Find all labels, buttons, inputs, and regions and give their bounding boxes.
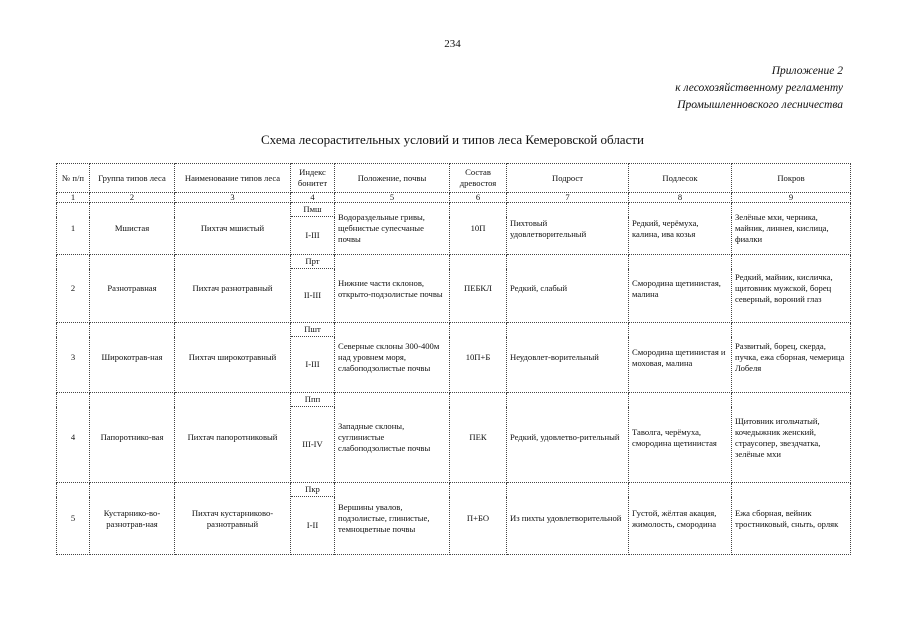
forest-type-name: Пихтач мшистый [175, 203, 291, 255]
header-cell: № п/п [57, 164, 90, 193]
page-number: 234 [444, 38, 461, 50]
header-cell: Подрост [507, 164, 629, 193]
stand-composition: ПЕК [450, 393, 507, 483]
ground-cover: Щитовник игольчатый, кочедыжник женский, страусопер, звездчатка, зелёные мхи [732, 393, 851, 483]
forest-type-name: Пихтач папоротниковый [175, 393, 291, 483]
bonitet-class: III-IV [291, 407, 335, 483]
row-number: 3 [57, 323, 90, 393]
type-index: Прт [291, 255, 335, 269]
type-index: Пшт [291, 323, 335, 337]
table-row [57, 483, 851, 497]
position-soil: Западные склоны, суглинистые слабоподзолистые почвы [335, 393, 450, 483]
table-row [57, 255, 851, 269]
shrub-layer: Густой, жёлтая акация, жимолость, смородина [629, 483, 732, 555]
appendix-line-1: Приложение 2 [771, 65, 843, 77]
forest-type-name: Пихтач кустарниково-разнотравный [175, 483, 291, 555]
header-cell: Наименование типов леса [175, 164, 291, 193]
forest-group: Разнотравная [90, 255, 175, 323]
column-number: 8 [629, 193, 732, 203]
stand-composition: ПЕБКЛ [450, 255, 507, 323]
header-cell: Подлесок [629, 164, 732, 193]
position-soil: Северные склоны 300-400м над уровнем моря, слабоподзолистые почвы [335, 323, 450, 393]
position-soil: Водораздельные гривы, щебнистые супесчаные почвы [335, 203, 450, 255]
column-number: 1 [57, 193, 90, 203]
forest-group: Кустарнико-во-разнотрав-ная [90, 483, 175, 555]
type-index: Ппп [291, 393, 335, 407]
forest-type-name: Пихтач широкотравный [175, 323, 291, 393]
appendix-line-3: Промышленновского лесничества [677, 99, 843, 111]
header-cell: Группа типов леса [90, 164, 175, 193]
stand-composition: 10П [450, 203, 507, 255]
row-number: 5 [57, 483, 90, 555]
header-cell: Покров [732, 164, 851, 193]
undergrowth: Редкий, слабый [507, 255, 629, 323]
bonitet-class: II-III [291, 269, 335, 323]
ground-cover: Ежа сборная, вейник тростниковый, сныть, орляк [732, 483, 851, 555]
ground-cover: Зелёные мхи, черника, майник, линнея, кислица, фиалки [732, 203, 851, 255]
undergrowth: Неудовлет-ворительный [507, 323, 629, 393]
bonitet-class: I-III [291, 217, 335, 255]
column-number: 5 [335, 193, 450, 203]
shrub-layer: Таволга, черёмуха, смородина щетинистая [629, 393, 732, 483]
header-cell: Индекс бонитет [291, 164, 335, 193]
row-number: 4 [57, 393, 90, 483]
forest-group: Широкотрав-ная [90, 323, 175, 393]
type-index: Пмш [291, 203, 335, 217]
header-cell: Положение, почвы [335, 164, 450, 193]
column-number: 2 [90, 193, 175, 203]
row-number: 2 [57, 255, 90, 323]
header-cell: Состав древостоя [450, 164, 507, 193]
forest-group: Папоротнико-вая [90, 393, 175, 483]
column-number: 3 [175, 193, 291, 203]
forest-group: Мшистая [90, 203, 175, 255]
ground-cover: Развитый, борец, скерда, пучка, ежа сборная, чемерица Лобеля [732, 323, 851, 393]
forest-type-name: Пихтач разнотравный [175, 255, 291, 323]
appendix-caption [675, 63, 843, 114]
position-soil: Вершины увалов, подзолистые, глинистые, темноцветные почвы [335, 483, 450, 555]
column-number: 4 [291, 193, 335, 203]
row-number: 1 [57, 203, 90, 255]
undergrowth: Редкий, удовлетво-рительный [507, 393, 629, 483]
appendix-line-2: к лесохозяйственному регламенту [675, 82, 843, 94]
stand-composition: 10П+Б [450, 323, 507, 393]
table-row [57, 393, 851, 407]
document-title: Схема лесорастительных условий и типов леса Кемеровской области [261, 132, 644, 147]
table-row [57, 203, 851, 217]
forest-types-table [56, 163, 851, 555]
table-row [57, 323, 851, 337]
shrub-layer: Редкий, черёмуха, калина, ива козья [629, 203, 732, 255]
undergrowth: Пихтовый удовлетворительный [507, 203, 629, 255]
shrub-layer: Смородина щетинистая, малина [629, 255, 732, 323]
position-soil: Нижние части склонов, открыто-подзолистые почвы [335, 255, 450, 323]
shrub-layer: Смородина щетинистая и моховая, малина [629, 323, 732, 393]
column-number: 7 [507, 193, 629, 203]
column-number-row [57, 193, 851, 203]
column-number: 6 [450, 193, 507, 203]
bonitet-class: I-III [291, 337, 335, 393]
bonitet-class: I-II [291, 497, 335, 555]
column-number: 9 [732, 193, 851, 203]
type-index: Пкр [291, 483, 335, 497]
undergrowth: Из пихты удовлетворительной [507, 483, 629, 555]
stand-composition: П+БО [450, 483, 507, 555]
ground-cover: Редкий, майник, кисличка, щитовник мужской, борец северный, вороний глаз [732, 255, 851, 323]
header-row [57, 164, 851, 193]
